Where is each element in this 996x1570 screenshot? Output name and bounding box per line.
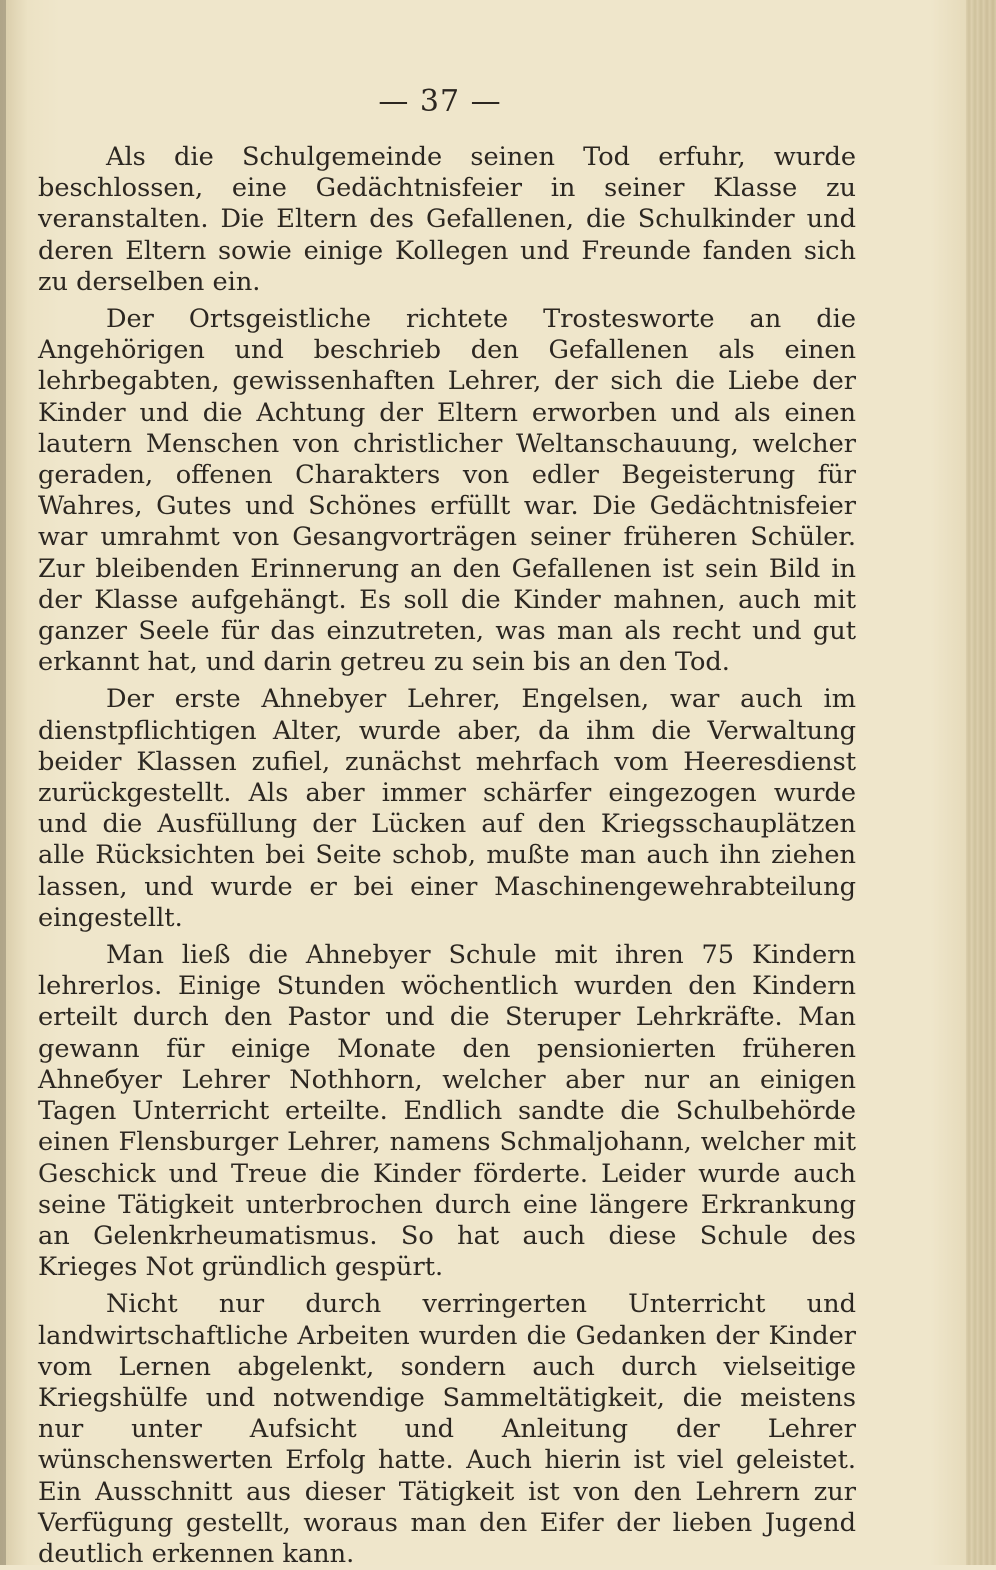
paragraph-war-help: Nicht nur durch verringerten Unterricht und landwirtschaftliche Arbeiten wurden die Gedanken der Kinder vom Lernen abgelenkt, sondern auch durch vielseitige Kriegshülfe und notwendige Sammeltätigkeit, die meistens nur unter Aufsicht und Anleitung der Lehrer wünschenswerten Erfolg hatte. Auch hierin ist viel geleistet. Ein Ausschnitt aus dieser Tätigkeit ist von den Lehrern zur Verfügung gestellt, woraus man den Eifer der lieben Jugend deutlich erkennen kann. (38, 1289, 856, 1569)
body-text (38, 142, 856, 1570)
paragraph-pastor-speech: Der Ortsgeistliche richtete Trostesworte an die Angehörigen und beschrieb den Gefallenen als einen lehrbegabten, gewissenhaften Lehrer, der sich die Liebe der Kinder und die Achtung der Eltern erworben und als einen lautern Menschen von christlicher Weltanschauung, welcher geraden, offenen Charakters von edler Begeisterung für Wahres, Gutes und Schönes erfüllt war. Die Gedächtnisfeier war umrahmt von Gesangvorträgen seiner früheren Schüler. Zur bleibenden Erinnerung an den Gefallenen ist sein Bild in der Klasse aufgehängt. Es soll die Kinder mahnen, auch mit ganzer Seele für das einzutreten, was man als recht und gut erkannt hat, und darin getreu zu sein bis an den Tod. (38, 304, 856, 678)
page-number: — 37 — (378, 84, 502, 119)
paragraph-memorial-decision: Als die Schulgemeinde seinen Tod erfuhr, wurde beschlossen, eine Gedächtnisfeier in seiner Klasse zu veranstalten. Die Eltern des Gefallenen, die Schulkinder und deren Eltern sowie einige Kollegen und Freunde fanden sich zu derselben ein. (38, 142, 856, 297)
page-left-shadow (0, 0, 6, 1565)
paragraph-school-without-teacher: Man ließ die Ahnebyer Schule mit ihren 75 Kindern lehrerlos. Einige Stunden wöchentlich wurden den Kindern erteilt durch den Pastor und die Steruper Lehrkräfte. Man gewann für einige Monate den pensionierten früheren Ahneбyer Lehrer Nothhorn, welcher aber nur an einigen Tagen Unterricht erteilte. Endlich sandte die Schulbehörde einen Flensburger Lehrer, namens Schmaljohann, welcher mit Geschick und Treue die Kinder förderte. Leider wurde auch seine Tätigkeit unterbrochen durch eine längere Erkrankung an Gelenkrheumatismus. So hat auch diese Schule des Krieges Not gründlich gespürt. (38, 940, 856, 1283)
paragraph-engelsen: Der erste Ahnebyer Lehrer, Engelsen, war auch im dienstpflichtigen Alter, wurde aber, da ihm die Verwaltung beider Klassen zufiel, zunächst mehrfach vom Heeresdienst zurückgestellt. Als aber immer schärfer eingezogen wurde und die Ausfüllung der Lücken auf den Kriegsschauplätzen alle Rücksichten bei Seite schob, mußte man auch ihn ziehen lassen, und wurde er bei einer Maschinengewehrabteilung eingestellt. (38, 684, 856, 933)
page-right-edge (966, 0, 996, 1565)
